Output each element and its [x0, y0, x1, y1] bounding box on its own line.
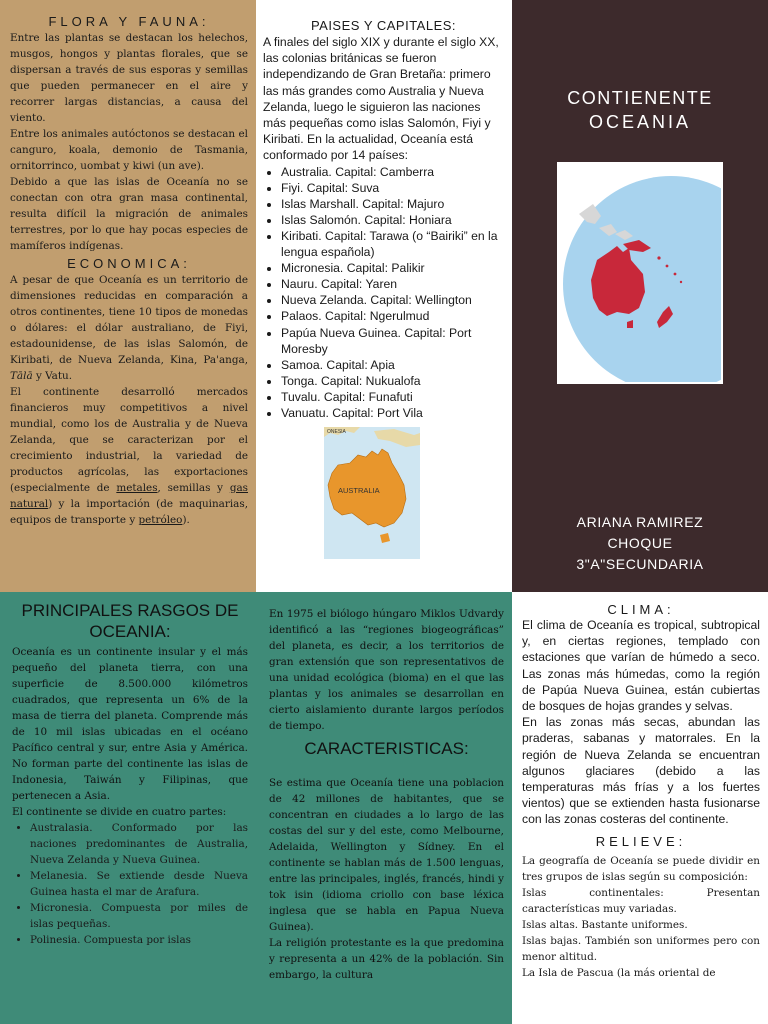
- globe-image: [557, 162, 723, 384]
- list-item: • Nueva Zelanda. Capital: Wellington: [281, 292, 504, 308]
- economica-text: A pesar de que Oceanía es un territorio de dimensiones reducidas en comparación a otros continentes, tiene 10 tipos de monedas o dólares: el dólar australiano, de Fiyi, estadounidense, de las islas Salomón, de Kiribati, de Nueva Zelanda, Kina, Pa'anga,: [10, 274, 248, 366]
- caract-paragraph: Se estima que Oceanía tiene una poblacion de 42 millones de habitantes, que se concentran en ciudades a lo largo de las costas del sur y del este, como Melbourne, Adelaida, Wellington y Sídney. En el continente se hablan más de 1.500 lenguas, entre las principales, inglés, francés, hindi y tok isin (idioma criollo con base léxica inglesa que se habla en Papua Nueva Guinea).: [269, 777, 504, 933]
- economica-title: ECONOMICA:: [67, 256, 191, 271]
- relieve-paragraph: Islas continentales: Presentan características muy variadas.: [522, 886, 760, 915]
- list-item: • Micronesia. Compuesta por miles de islas pequeñas.: [30, 900, 248, 932]
- economica-paragraph: [10, 384, 248, 528]
- list-item: • Polinesia. Compuesta por islas: [30, 932, 248, 948]
- paises-title: PAISES Y CAPITALES:: [310, 18, 457, 33]
- list-item: • Tuvalu. Capital: Funafuti: [281, 389, 504, 405]
- caract-paragraph: En 1975 el biólogo húngaro Miklos Udvardy identificó a las “regiones biogeográficas” del planeta, es decir, a los territorios de gran extensión que son representativos de una unidad ecológica (bioma) en el que las plantas y los animales se desarrollan en cierto aislamiento durante largos períodos de tiempo.: [269, 608, 504, 732]
- globe-island: [666, 265, 669, 268]
- list-item: • Tonga. Capital: Nukualofa: [281, 373, 504, 389]
- list-item: • Vanuatu. Capital: Port Vila: [281, 405, 504, 421]
- relieve-paragraph: Islas altas. Bastante uniformes.: [522, 918, 688, 931]
- relieve-paragraph: La Isla de Pascua (la más oriental de: [522, 966, 716, 979]
- list-item: • Fiyi. Capital: Suva: [281, 180, 504, 196]
- cover-title-line2: OCEANIA: [588, 112, 692, 132]
- list-item: • Samoa. Capital: Apia: [281, 357, 504, 373]
- rasgos-paragraph: El continente se divide en cuatro partes:: [12, 806, 227, 818]
- list-item: • Islas Marshall. Capital: Majuro: [281, 196, 504, 212]
- clima-title: CLIMA:: [607, 602, 675, 617]
- list-item: • Palaos. Capital: Ngerulmud: [281, 308, 504, 324]
- list-item: • Islas Salomón. Capital: Honiara: [281, 212, 504, 228]
- panel-clima-relieve: [512, 592, 768, 1024]
- link-gas-natural[interactable]: gas natural: [10, 482, 249, 510]
- economica-text: y Vatu.: [32, 370, 73, 382]
- list-item: • Kiribati. Capital: Tarawa (o “Bairiki” en la lengua española): [281, 228, 504, 260]
- globe-illustration: [559, 164, 721, 382]
- flora-paragraph: Entre las plantas se destacan los helechos, musgos, hongos y plantas florales, que se dispersan a través de sus esporas y semillas que pueden permanecer en el aire y recorrer largas distancias, a causa del viento.: [10, 32, 248, 124]
- cover-title-line1: CONTIENENTE: [567, 88, 713, 108]
- australia-map: [324, 427, 420, 559]
- caract-paragraph: La religión protestante es la que predomina y representa a un 42% de la población. Sin embargo, la cultura: [269, 937, 504, 981]
- globe-island: [674, 273, 677, 276]
- cover-title: [512, 86, 768, 134]
- economica-text: , semillas y: [157, 482, 230, 494]
- author-line: ARIANA RAMIREZ: [576, 514, 704, 530]
- globe-island: [680, 281, 682, 283]
- list-item: • Australasia. Conformado por las naciones predominantes de Australia, Nueva Zelanda y Nueva Guinea.: [30, 820, 248, 868]
- economica-currency-tala: Tālā: [10, 370, 33, 382]
- economica-text: ) y la importación (de maquinarias, equipos de transporte y: [10, 498, 248, 526]
- panel-flora-economica: [0, 0, 256, 592]
- rasgos-title: PRINCIPALES RASGOS DE OCEANIA:: [21, 601, 239, 641]
- list-item: • Micronesia. Capital: Palikir: [281, 260, 504, 276]
- flora-title: FLORA Y FAUNA:: [48, 14, 210, 29]
- author-line: CHOQUE: [607, 535, 673, 551]
- relieve-paragraph: La geografía de Oceanía se puede dividir en tres grupos de islas según su composición:: [522, 854, 760, 883]
- panel-paises: [256, 0, 512, 592]
- panel-cover: [512, 0, 768, 592]
- clima-paragraph: En las zonas más secas, abundan las praderas, sabanas y matorrales. En la región de Nueva Zelanda se encuentran algunos glaciares (debido a las temperaturas más frías y a los fuertes vientos) que se extienden hasta fusionarse con las zonas costeras del continente.: [522, 715, 760, 827]
- clima-paragraph: El clima de Oceanía es tropical, subtropical y, en ciertas regiones, templado con estaciones que varían de húmedo a seco. Las zonas más húmedas, como la región de Papúa Nueva Guinea, están cubiertas de bosques de hojas grandes y selvas.: [522, 618, 760, 714]
- paises-list: [263, 164, 504, 422]
- flora-paragraph: Entre los animales autóctonos se destacan el canguro, koala, demonio de Tasmania, ornitorrinco, uombat y kiwi (un ave).: [10, 128, 248, 172]
- caract-title: CARACTERISTICAS:: [304, 739, 469, 758]
- panel-rasgos: [0, 592, 256, 1024]
- link-petroleo[interactable]: petróleo: [138, 514, 183, 526]
- author-line: 3"A"SECUNDARIA: [576, 556, 704, 572]
- relieve-paragraph: Islas bajas. También son uniformes pero con menor altitud.: [522, 934, 760, 963]
- list-item: • Melanesia. Se extiende desde Nueva Guinea hasta el mar de Arafura.: [30, 868, 248, 900]
- author-block: [512, 512, 768, 575]
- link-metales[interactable]: metales: [116, 482, 158, 494]
- relieve-title: RELIEVE:: [595, 833, 687, 849]
- globe-island: [657, 256, 660, 259]
- rasgos-paragraph: Oceanía es un continente insular y el más pequeño del planeta tierra, con una superficie de 8.500.000 kilómetros cuadrados, que representa un 6% de la masa de tierra del planeta. Comprende más de 10 mil islas ubicadas en el océano Pacífico central y sur, entre Asia y América. No forman parte del continente las islas de Indonesia, Taiwán y Filipinas, que pertenecen a Asia.: [12, 646, 248, 802]
- map-label-neighbor: ONESIA: [327, 429, 346, 436]
- list-item: • Nauru. Capital: Yaren: [281, 276, 504, 292]
- map-label-australia: AUSTRALIA: [338, 486, 380, 496]
- economica-paragraph: [10, 272, 248, 384]
- list-item: • Papúa Nueva Guinea. Capital: Port Moresby: [281, 325, 504, 357]
- economica-text: El continente desarrolló mercados financieros muy competitivos a nivel mundial, como los de Australia y de Nueva Zelanda, que se caracterizan por el crecimiento industrial, la variedad de productos agrícolas, las exportaciones (especialmente de: [10, 386, 248, 494]
- economica-text: ).: [182, 514, 190, 526]
- rasgos-list: [12, 820, 248, 948]
- flora-paragraph: Debido a que las islas de Oceanía no se conectan con otra gran masa continental, resulta difícil la migración de animales terrestres, por lo que hay pocas especies de mamíferos indígenas.: [10, 176, 248, 252]
- paises-intro: A finales del siglo XIX y durante el siglo XX, las colonias británicas se fueron independizando de Gran Bretaña: primero las más grandes como Australia y Nueva Zelanda, luego le siguieron las naciones más pequeñas como islas Salomón, Fiyi y Kiribati. En la actualidad, Oceanía está conformado por 14 países:: [263, 35, 499, 163]
- list-item: • Australia. Capital: Camberra: [281, 164, 504, 180]
- panel-caracteristicas: [256, 592, 512, 1024]
